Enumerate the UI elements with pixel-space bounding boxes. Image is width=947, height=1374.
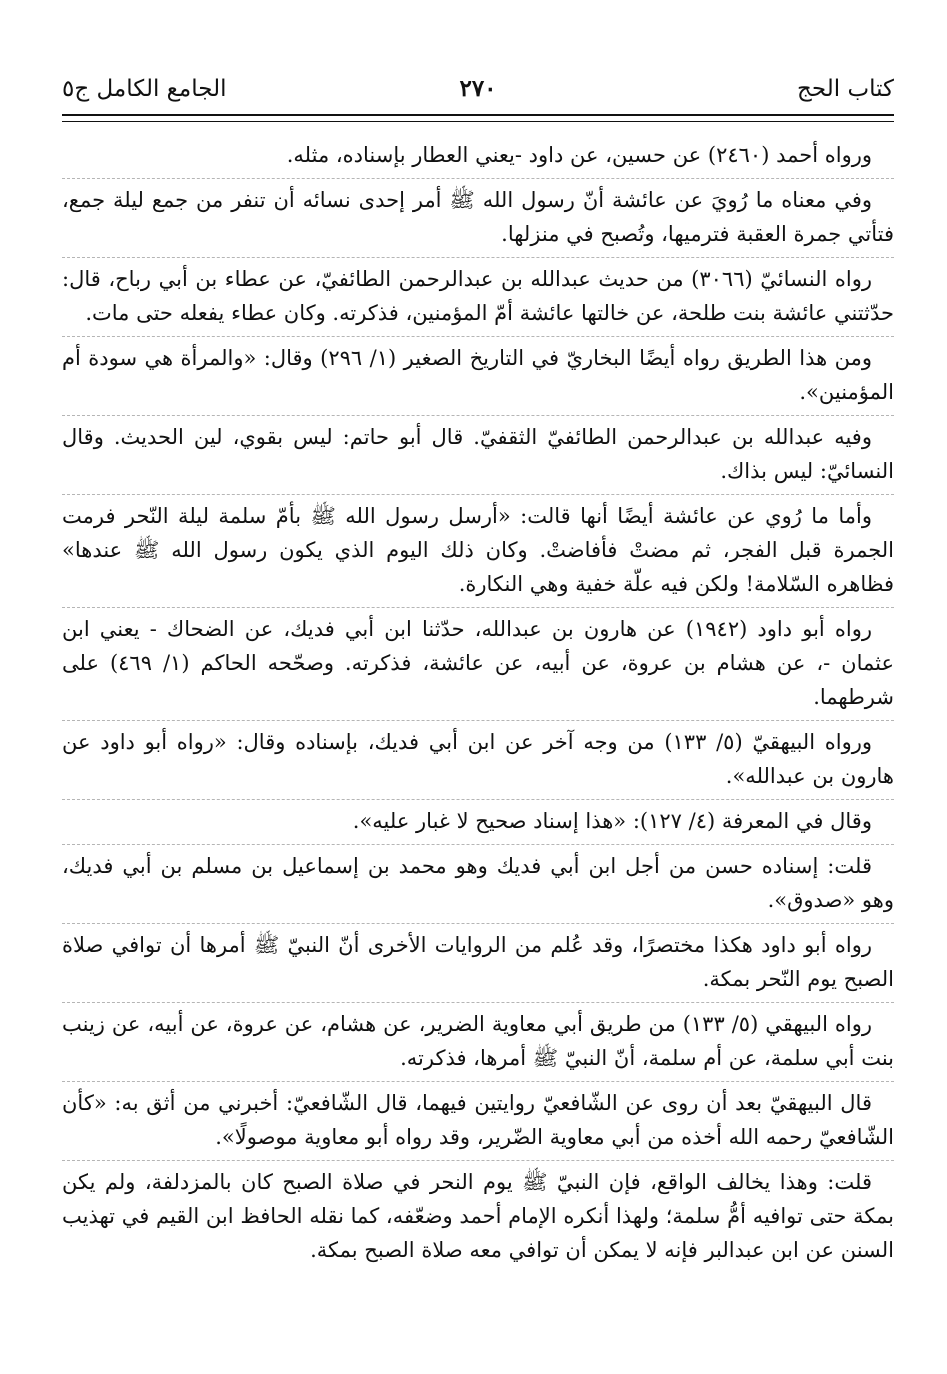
- page-header: [62, 64, 894, 112]
- running-head-section: كتاب الحج: [797, 76, 894, 102]
- paragraph-11: رواه أبو داود هكذا مختصرًا، وقد عُلم من الروايات الأخرى أنّ النبيّ ﷺ أمرها أن توافي صلاة الصبح يوم النّحر بمكة.: [62, 924, 894, 1003]
- paragraph-1: ورواه أحمد (٢٤٦٠) عن حسين، عن داود -يعني العطار بإسناده، مثله.: [62, 134, 894, 179]
- paragraph-12: رواه البيهقي (٥/ ١٣٣) من طريق أبي معاوية الضرير، عن هشام، عن عروة، عن أبيه، عن زينب بنت أبي سلمة، عن أم سلمة، أنّ النبيّ ﷺ أمرها، فذكرته.: [62, 1003, 894, 1082]
- paragraph-9: وقال في المعرفة (٤/ ١٢٧): «هذا إسناد صحيح لا غبار عليه».: [62, 800, 894, 845]
- page-number: ٢٧٠: [459, 75, 497, 102]
- paragraph-14: قلت: وهذا يخالف الواقع، فإن النبيّ ﷺ يوم النحر في صلاة الصبح كان بالمزدلفة، ولم يكن بمكة حتى توافيه أمُّ سلمة؛ ولهذا أنكره الإمام أحمد وضعّفه، كما نقله الحافظ ابن القيم في تهذيب السنن عن ابن عبدالبر فإنه لا يمكن أن توافي معه صلاة الصبح بمكة.: [62, 1170, 894, 1262]
- paragraph-2: وفي معناه ما رُويَ عن عائشة أنّ رسول الله ﷺ أمر إحدى نسائه أن تنفر من جمع ليلة جمع، فتأتي جمرة العقبة فترميها، وتُصبح في منزلها.: [62, 179, 894, 258]
- paragraph-4: ومن هذا الطريق رواه أيضًا البخاريّ في التاريخ الصغير (١/ ٢٩٦) وقال: «والمرأة هي سودة أم المؤمنين».: [62, 337, 894, 416]
- header-rule-thin: [62, 121, 894, 122]
- book-page: [62, 0, 894, 1374]
- paragraph-6: وأما ما رُوي عن عائشة أيضًا أنها قالت: «أرسل رسول الله ﷺ بأمّ سلمة ليلة النّحر فرمت الجمرة قبل الفجر، ثم مضتْ فأفاضتْ. وكان ذلك اليوم الذي يكون رسول الله ﷺ عندها» فظاهره السّلامة! ولكن فيه علّة خفية وهي النكارة.: [62, 495, 894, 608]
- paragraph-10: قلت: إسناده حسن من أجل ابن أبي فديك وهو محمد بن إسماعيل بن مسلم بن أبي فديك، وهو «صدوق».: [62, 845, 894, 924]
- running-head-volume: الجامع الكامل ج٥: [62, 76, 227, 102]
- paragraph-8: ورواه البيهقيّ (٥/ ١٣٣) من وجه آخر عن ابن أبي فديك، بإسناده وقال: «رواه أبو داود عن هارون بن عبدالله».: [62, 721, 894, 800]
- paragraph-3: رواه النسائيّ (٣٠٦٦) من حديث عبدالله بن عبدالرحمن الطائفيّ، عن عطاء بن أبي رباح، قال: حدّثتني عائشة بنت طلحة، عن خالتها عائشة أمّ المؤمنين، فذكرته. وكان عطاء يفعله حتى مات.: [62, 258, 894, 337]
- paragraph-5: وفيه عبدالله بن عبدالرحمن الطائفيّ الثقفيّ. قال أبو حاتم: ليس بقوي، لين الحديث. وقال النسائيّ: ليس بذاك.: [62, 416, 894, 495]
- page-body: [62, 134, 894, 1273]
- header-rule-thick: [62, 114, 894, 116]
- paragraph-13: قال البيهقيّ بعد أن روى عن الشّافعيّ روايتين فيهما، قال الشّافعيّ: أخبرني من أثق به: «كأن الشّافعيّ رحمه الله أخذه من أبي معاوية الضّرير، وقد رواه أبو معاوية موصولًا».: [62, 1082, 894, 1161]
- paragraph-7: رواه أبو داود (١٩٤٢) عن هارون بن عبدالله، حدّثنا ابن أبي فديك، عن الضحاك - يعني ابن عثمان -، عن هشام بن عروة، عن أبيه، عن عائشة، فذكرته. وصحّحه الحاكم (١/ ٤٦٩) على شرطهما.: [62, 608, 894, 721]
